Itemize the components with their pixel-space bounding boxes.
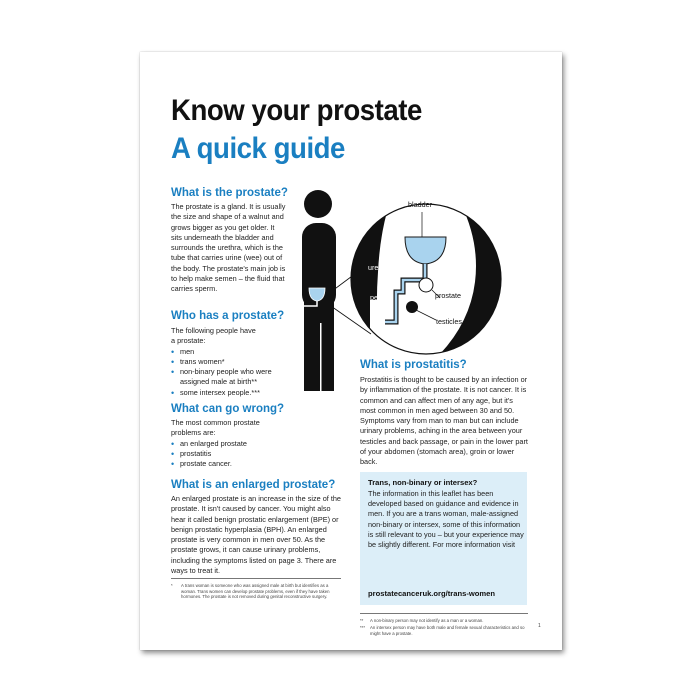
footnote-text: An intersex person may have both male and female sexual characteristics and so might have a prostate. [370, 625, 525, 636]
label-testicles: testicles [436, 317, 462, 326]
what-is-heading: What is the prostate? [171, 187, 288, 199]
info-box-title: Trans, non-binary or intersex? [368, 478, 478, 487]
list-item: • prostatitis [171, 449, 263, 459]
label-prostate: prostate [435, 291, 461, 300]
what-is-body: The prostate is a gland. It is usually the size and shape of a walnut and grows bigger as you get older. It sits underneath the bladder and surrounds the urethra, which is the tube that carries urine (wee) out of the body. The prostate's main job is to help make semen – the fluid that carries sperm. [171, 202, 286, 294]
footnote-divider-left [171, 578, 341, 579]
list-item: • non-binary people who were assigned male at birth** [171, 367, 298, 388]
info-box-link[interactable]: prostatecanceruk.org/trans-women [368, 589, 496, 598]
page-title: Know your prostate [171, 94, 422, 127]
who-has-heading: Who has a prostate? [171, 310, 285, 322]
list-item: • some intersex people.*** [171, 388, 261, 398]
list-item: • prostate cancer. [171, 459, 263, 469]
prostatitis-body: Prostatitis is thought to be caused by an infection or by inflammation of the prostate. It is not cancer. It is common and can affect men of any age, but it's most common in men aged between 30 and 50. Symptoms vary from man to man but can include urinary problems, aching in the area between your testicles and back passage, or pain in the lower part of your abdomen (stomach area), groin or lower back. [360, 375, 528, 467]
prostate-icon [419, 278, 433, 292]
footnote-divider-right [360, 613, 528, 614]
label-urethra: urethra [368, 263, 391, 272]
what-wrong-heading: What can go wrong? [171, 403, 285, 415]
info-box-body: The information in this leaflet has been developed based on guidance and evidence in men. If you are a trans woman, male-assigned non-binary or intersex, some of this information is still relevant to you – but your experience may be slightly different. For more information visit [368, 489, 524, 550]
enlarged-body: An enlarged prostate is an increase in the size of the prostate. It isn't caused by cancer. You might also hear it called benign prostatic enlargement (BPE) or benign prostatic hyperplasia (BPH). An enlarged prostate is very common in men over 50. As the prostate grows, it can cause urinary problems, including the symptoms listed on page 3. There are ways to treat it. [171, 494, 341, 576]
enlarged-heading: What is an enlarged prostate? [171, 479, 336, 491]
page-subtitle: A quick guide [171, 132, 345, 165]
list-item: • trans women* [171, 357, 261, 367]
footnote-mark: ** [360, 618, 364, 623]
label-penis: penis [370, 293, 388, 302]
who-has-intro: The following people have a prostate: [171, 326, 256, 346]
what-wrong-intro: The most common prostate problems are: [171, 418, 260, 438]
footnote-mark: *** [360, 625, 366, 630]
label-bladder: bladder [408, 200, 432, 209]
list-item: • an enlarged prostate [171, 439, 263, 449]
footnote-text: A trans woman is someone who was assigned male at birth but identifies as a woman. Trans women can develop prostate problems, even if they have taken hormones. The prostate is not removed during genital reconstructive surgery. [181, 583, 330, 600]
anatomy-illustration [140, 52, 562, 650]
list-item: • men [171, 347, 261, 357]
footnote-text: A non-binary person may not identify as a man or a woman. [370, 618, 484, 623]
leaflet-page [140, 52, 562, 650]
page-number: 1 [538, 623, 541, 629]
footnote-right-1 [360, 618, 528, 624]
footnote-left [171, 583, 343, 600]
testicles-icon [406, 301, 418, 313]
prostatitis-heading: What is prostatitis? [360, 359, 467, 371]
footnote-mark: * [171, 583, 173, 588]
footnote-right-2 [360, 625, 528, 636]
